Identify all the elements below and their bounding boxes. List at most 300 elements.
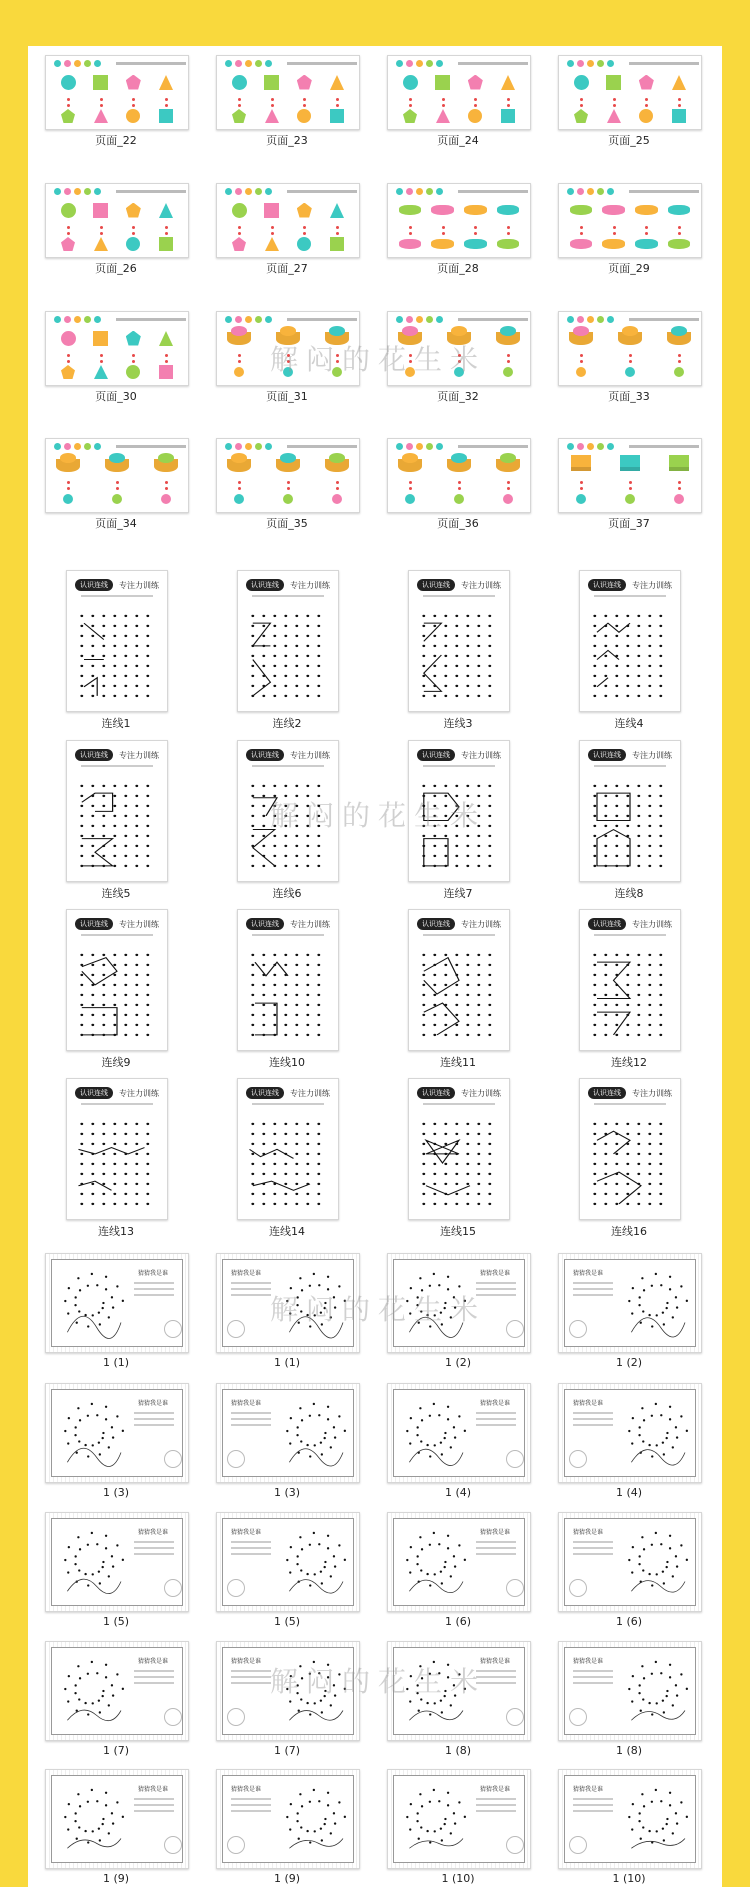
dot-grid (586, 1113, 674, 1213)
square-shape (501, 109, 515, 123)
circle-shape (63, 494, 73, 504)
connect-dot (645, 98, 648, 101)
card-title: 猜猜我是谁 (479, 1786, 510, 1793)
worksheet-thumbnail[interactable] (558, 183, 702, 258)
square-shape (93, 203, 108, 218)
dot-to-dot-card-thumbnail[interactable] (45, 1383, 189, 1483)
instruction-line (629, 62, 699, 65)
pentagon-shape (468, 75, 483, 90)
connect-dot (238, 360, 241, 363)
thumbnail-caption: 1 (1) (102, 1356, 130, 1369)
dot-grid (244, 605, 332, 705)
text-line (134, 1418, 174, 1420)
logo-dots (225, 188, 272, 195)
card-title: 猜猜我是谁 (573, 1270, 604, 1277)
dot-to-dot-card-thumbnail[interactable] (558, 1641, 702, 1741)
thumbnail-caption: 1 (6) (615, 1615, 643, 1628)
stamp-icon (227, 1836, 245, 1854)
pentagon-shape (126, 75, 141, 90)
text-line (476, 1282, 516, 1284)
cloud-shape (668, 205, 690, 214)
worksheet-header (75, 579, 159, 591)
dot-to-dot-card-thumbnail[interactable] (45, 1641, 189, 1741)
connect-dot (100, 354, 103, 357)
card-title: 猜猜我是谁 (231, 1529, 262, 1536)
dot-to-dot-card-thumbnail[interactable] (45, 1253, 189, 1353)
stamp-icon (164, 1708, 182, 1726)
connect-worksheet-thumbnail[interactable] (579, 909, 681, 1051)
instruction-line (458, 190, 528, 193)
header-title: 专注力训练 (290, 1088, 330, 1098)
cloud-shape (431, 239, 453, 248)
dot-to-dot-card-thumbnail[interactable] (45, 1512, 189, 1612)
connect-dot (132, 104, 135, 107)
text-line (231, 1682, 271, 1684)
connect-dot (580, 481, 583, 484)
connect-dot (442, 232, 445, 235)
thumbnail-caption: 页面_26 (95, 262, 137, 275)
logo-dots (396, 316, 443, 323)
pentagon-shape (297, 75, 312, 90)
worksheet-header (417, 918, 501, 930)
circle-shape (403, 75, 418, 90)
circle-shape (576, 367, 586, 377)
text-line (231, 1553, 271, 1555)
instruction-line (287, 445, 357, 448)
instruction-line (423, 1103, 495, 1105)
connect-dot (165, 360, 168, 363)
connect-worksheet-thumbnail[interactable] (66, 740, 168, 882)
worksheet-thumbnail[interactable] (45, 311, 189, 386)
dot-to-dot-card-thumbnail[interactable] (558, 1253, 702, 1353)
card-title: 猜猜我是谁 (231, 1658, 262, 1665)
triangle-shape (159, 203, 173, 218)
stamp-icon (506, 1708, 524, 1726)
thumbnail-caption: 1 (9) (102, 1872, 130, 1885)
logo-dots (396, 443, 443, 450)
circle-shape (674, 494, 684, 504)
connect-dot (165, 487, 168, 490)
thumbnail-caption: 连线7 (443, 887, 473, 900)
instruction-line (81, 1103, 153, 1105)
dot-grid (73, 1113, 161, 1213)
stamp-icon (569, 1708, 587, 1726)
connect-dot (580, 226, 583, 229)
instruction-line (287, 318, 357, 321)
connect-worksheet-thumbnail[interactable] (66, 570, 168, 712)
thumbnail-caption: 页面_33 (608, 390, 650, 403)
connect-dot (613, 104, 616, 107)
connect-worksheet-thumbnail[interactable] (66, 909, 168, 1051)
worksheet-thumbnail[interactable] (387, 183, 531, 258)
text-line (231, 1676, 271, 1678)
cloud-shape (464, 205, 486, 214)
text-line (476, 1547, 516, 1549)
logo-dots (225, 443, 272, 450)
text-line (231, 1282, 271, 1284)
connect-dot (613, 232, 616, 235)
thumbnail-caption: 页面_37 (608, 517, 650, 530)
text-line (573, 1670, 613, 1672)
card-frame (393, 1518, 525, 1606)
text-line (476, 1418, 516, 1420)
connect-dot (474, 98, 477, 101)
worksheet-thumbnail[interactable] (558, 55, 702, 130)
thumbnail-caption: 1 (8) (444, 1744, 472, 1757)
dot-to-dot-card-thumbnail[interactable] (558, 1383, 702, 1483)
pentagon-shape (639, 75, 654, 90)
dot-grid (415, 944, 503, 1044)
connect-dot (303, 98, 306, 101)
header-title: 专注力训练 (461, 919, 501, 929)
text-line (134, 1282, 174, 1284)
connect-dot (116, 487, 119, 490)
logo-dots (54, 60, 101, 67)
worksheet-thumbnail[interactable] (45, 55, 189, 130)
instruction-line (594, 934, 666, 936)
connect-dot (271, 104, 274, 107)
stamp-icon (569, 1450, 587, 1468)
connect-worksheet-thumbnail[interactable] (66, 1078, 168, 1220)
card-title: 猜猜我是谁 (573, 1529, 604, 1536)
connect-worksheet-thumbnail[interactable] (237, 570, 339, 712)
dot-grid (244, 1113, 332, 1213)
connect-dot (580, 360, 583, 363)
connect-dot (458, 487, 461, 490)
worksheet-header (246, 749, 330, 761)
logo-dots (567, 188, 614, 195)
connect-dot (271, 98, 274, 101)
card-title: 猜猜我是谁 (573, 1786, 604, 1793)
dot-to-dot-card-thumbnail[interactable] (216, 1769, 360, 1869)
connect-worksheet-thumbnail[interactable] (579, 570, 681, 712)
worksheet-thumbnail[interactable] (45, 183, 189, 258)
logo-dots (396, 188, 443, 195)
pentagon-shape (61, 365, 75, 379)
worksheet-thumbnail[interactable] (387, 55, 531, 130)
connect-dot (165, 481, 168, 484)
watermark: 解闷的花生米 (270, 1293, 487, 1326)
text-line (573, 1682, 613, 1684)
fruit-shape (451, 326, 467, 336)
cloud-shape (399, 239, 421, 248)
thumbnail-caption: 连线14 (269, 1225, 305, 1238)
connect-dot (132, 354, 135, 357)
card-frame (564, 1389, 696, 1477)
circle-shape (625, 494, 635, 504)
text-line (573, 1294, 613, 1296)
instruction-line (287, 62, 357, 65)
cloud-shape (570, 205, 592, 214)
triangle-shape (94, 237, 108, 251)
thumbnail-caption: 页面_27 (266, 262, 308, 275)
cloud-shape (635, 239, 657, 248)
cloud-shape (668, 239, 690, 248)
text-line (573, 1810, 613, 1812)
triangle-shape (330, 75, 344, 90)
connect-dot (303, 104, 306, 107)
connect-dot (629, 354, 632, 357)
cloud-shape (635, 205, 657, 214)
logo-dots (54, 316, 101, 323)
square-shape (672, 109, 686, 123)
cloud-shape (399, 205, 421, 214)
text-line (231, 1804, 271, 1806)
worksheet-header (417, 579, 501, 591)
header-title: 专注力训练 (290, 919, 330, 929)
connect-dot (67, 232, 70, 235)
thumbnail-caption: 页面_29 (608, 262, 650, 275)
instruction-line (116, 318, 186, 321)
worksheet-thumbnail[interactable] (45, 438, 189, 513)
thumbnail-caption: 1 (4) (615, 1486, 643, 1499)
connect-dot (271, 232, 274, 235)
triangle-shape (94, 109, 108, 123)
connect-worksheet-thumbnail[interactable] (237, 1078, 339, 1220)
connect-dot (238, 481, 241, 484)
dot-picture (278, 1780, 350, 1858)
connect-dot (132, 98, 135, 101)
circle-shape (674, 367, 684, 377)
header-title: 专注力训练 (632, 1088, 672, 1098)
thumbnail-caption: 1 (2) (444, 1356, 472, 1369)
connect-dot (507, 104, 510, 107)
thumbnail-caption: 1 (4) (444, 1486, 472, 1499)
worksheet-header (417, 1087, 501, 1099)
worksheet-header (588, 749, 672, 761)
square-shape (435, 75, 450, 90)
connect-worksheet-thumbnail[interactable] (408, 1078, 510, 1220)
text-line (573, 1282, 613, 1284)
instruction-line (81, 765, 153, 767)
dot-to-dot-card-thumbnail[interactable] (387, 1769, 531, 1869)
text-line (134, 1682, 174, 1684)
dot-grid (586, 775, 674, 875)
pentagon-shape (232, 237, 246, 251)
circle-shape (61, 203, 76, 218)
connect-dot (507, 232, 510, 235)
thumbnail-caption: 连线10 (269, 1056, 305, 1069)
text-line (134, 1798, 174, 1800)
connect-dot (613, 226, 616, 229)
connect-dot (67, 104, 70, 107)
dot-grid (73, 775, 161, 875)
connect-dot (271, 226, 274, 229)
card-title: 猜猜我是谁 (231, 1270, 262, 1277)
worksheet-header (588, 918, 672, 930)
connect-dot (678, 98, 681, 101)
header-badge: 认识连线 (417, 579, 455, 591)
triangle-shape (94, 365, 108, 379)
thumbnail-caption: 连线6 (272, 887, 302, 900)
connect-dot (165, 354, 168, 357)
header-badge: 认识连线 (588, 1087, 626, 1099)
thumbnail-caption: 1 (10) (612, 1872, 646, 1885)
stamp-icon (164, 1579, 182, 1597)
card-frame (51, 1389, 183, 1477)
triangle-shape (159, 75, 173, 90)
connect-dot (165, 98, 168, 101)
instruction-line (423, 765, 495, 767)
text-line (231, 1547, 271, 1549)
connect-dot (132, 226, 135, 229)
pentagon-shape (297, 203, 312, 218)
instruction-line (594, 1103, 666, 1105)
fruit-shape (280, 326, 296, 336)
stamp-icon (506, 1579, 524, 1597)
cloud-shape (464, 239, 486, 248)
dot-grid (415, 1113, 503, 1213)
fruit-shape (329, 453, 345, 463)
connect-dot (238, 232, 241, 235)
worksheet-thumbnail[interactable] (216, 438, 360, 513)
card-frame (51, 1647, 183, 1735)
card-title: 猜猜我是谁 (137, 1400, 168, 1407)
instruction-line (252, 765, 324, 767)
circle-shape (297, 109, 311, 123)
dot-to-dot-card-thumbnail[interactable] (558, 1769, 702, 1869)
thumbnail-caption: 1 (7) (102, 1744, 130, 1757)
connect-dot (238, 98, 241, 101)
text-line (573, 1412, 613, 1414)
logo-dots (396, 60, 443, 67)
stamp-icon (506, 1836, 524, 1854)
connect-dot (336, 481, 339, 484)
connect-dot (100, 232, 103, 235)
pentagon-shape (403, 109, 417, 123)
instruction-line (116, 62, 186, 65)
triangle-shape (159, 331, 173, 346)
connect-dot (507, 226, 510, 229)
worksheet-thumbnail[interactable] (558, 311, 702, 386)
connect-worksheet-thumbnail[interactable] (579, 740, 681, 882)
connect-dot (100, 360, 103, 363)
fruit-shape (231, 453, 247, 463)
thumbnail-caption: 1 (3) (273, 1486, 301, 1499)
card-title: 猜猜我是谁 (231, 1400, 262, 1407)
instruction-line (423, 595, 495, 597)
text-line (573, 1553, 613, 1555)
instruction-line (252, 1103, 324, 1105)
triangle-shape (265, 237, 279, 251)
connect-dot (67, 226, 70, 229)
text-line (573, 1804, 613, 1806)
stamp-icon (506, 1450, 524, 1468)
worksheet-header (588, 1087, 672, 1099)
header-title: 专注力训练 (290, 750, 330, 760)
fruit-shape (329, 326, 345, 336)
circle-shape (405, 494, 415, 504)
connect-dot (409, 98, 412, 101)
dot-to-dot-card-thumbnail[interactable] (216, 1512, 360, 1612)
header-title: 专注力训练 (632, 580, 672, 590)
thumbnail-caption: 1 (5) (102, 1615, 130, 1628)
connect-dot (442, 226, 445, 229)
worksheet-thumbnail[interactable] (216, 55, 360, 130)
connect-dot (629, 487, 632, 490)
worksheet-thumbnail[interactable] (216, 183, 360, 258)
text-line (476, 1804, 516, 1806)
connect-dot (100, 98, 103, 101)
stamp-icon (164, 1320, 182, 1338)
stamp-icon (227, 1320, 245, 1338)
dot-picture (278, 1523, 350, 1601)
connect-dot (645, 232, 648, 235)
connect-dot (409, 226, 412, 229)
header-title: 专注力训练 (119, 750, 159, 760)
header-badge: 认识连线 (417, 749, 455, 761)
circle-shape (234, 367, 244, 377)
connect-worksheet-thumbnail[interactable] (408, 570, 510, 712)
thumbnail-caption: 页面_30 (95, 390, 137, 403)
dot-to-dot-card-thumbnail[interactable] (45, 1769, 189, 1869)
fruit-shape (500, 326, 516, 336)
stamp-icon (227, 1708, 245, 1726)
dot-picture (620, 1652, 692, 1730)
card-frame (51, 1259, 183, 1347)
pentagon-shape (126, 203, 141, 218)
pentagon-shape (61, 237, 75, 251)
connect-dot (100, 226, 103, 229)
fruit-shape (158, 453, 174, 463)
thumbnail-caption: 页面_24 (437, 134, 479, 147)
dot-to-dot-card-thumbnail[interactable] (387, 1512, 531, 1612)
connect-dot (336, 104, 339, 107)
dot-to-dot-card-thumbnail[interactable] (558, 1512, 702, 1612)
header-badge: 认识连线 (246, 749, 284, 761)
text-line (476, 1553, 516, 1555)
thumbnail-caption: 页面_28 (437, 262, 479, 275)
card-title: 猜猜我是谁 (479, 1529, 510, 1536)
text-line (573, 1418, 613, 1420)
connect-worksheet-thumbnail[interactable] (237, 909, 339, 1051)
connect-worksheet-thumbnail[interactable] (579, 1078, 681, 1220)
instruction-line (252, 934, 324, 936)
circle-shape (126, 365, 140, 379)
text-line (134, 1541, 174, 1543)
text-line (231, 1798, 271, 1800)
connect-dot (303, 226, 306, 229)
circle-shape (161, 494, 171, 504)
connect-dot (67, 98, 70, 101)
worksheet-header (588, 579, 672, 591)
connect-dot (678, 232, 681, 235)
pentagon-shape (574, 109, 588, 123)
instruction-line (594, 595, 666, 597)
dot-grid (415, 605, 503, 705)
logo-dots (567, 443, 614, 450)
connect-dot (116, 481, 119, 484)
instruction-line (629, 318, 699, 321)
dot-to-dot-card-thumbnail[interactable] (387, 1383, 531, 1483)
worksheet-thumbnail[interactable] (387, 438, 531, 513)
thumbnail-caption: 1 (7) (273, 1744, 301, 1757)
header-badge: 认识连线 (75, 918, 113, 930)
worksheet-thumbnail[interactable] (558, 438, 702, 513)
connect-dot (238, 104, 241, 107)
thumbnail-caption: 1 (1) (273, 1356, 301, 1369)
text-line (476, 1810, 516, 1812)
dot-to-dot-card-thumbnail[interactable] (216, 1383, 360, 1483)
worksheet-header (75, 749, 159, 761)
connect-worksheet-thumbnail[interactable] (408, 909, 510, 1051)
text-line (231, 1288, 271, 1290)
box-shape (669, 455, 689, 471)
worksheet-header (246, 579, 330, 591)
stamp-icon (506, 1320, 524, 1338)
text-line (134, 1810, 174, 1812)
header-title: 专注力训练 (119, 580, 159, 590)
